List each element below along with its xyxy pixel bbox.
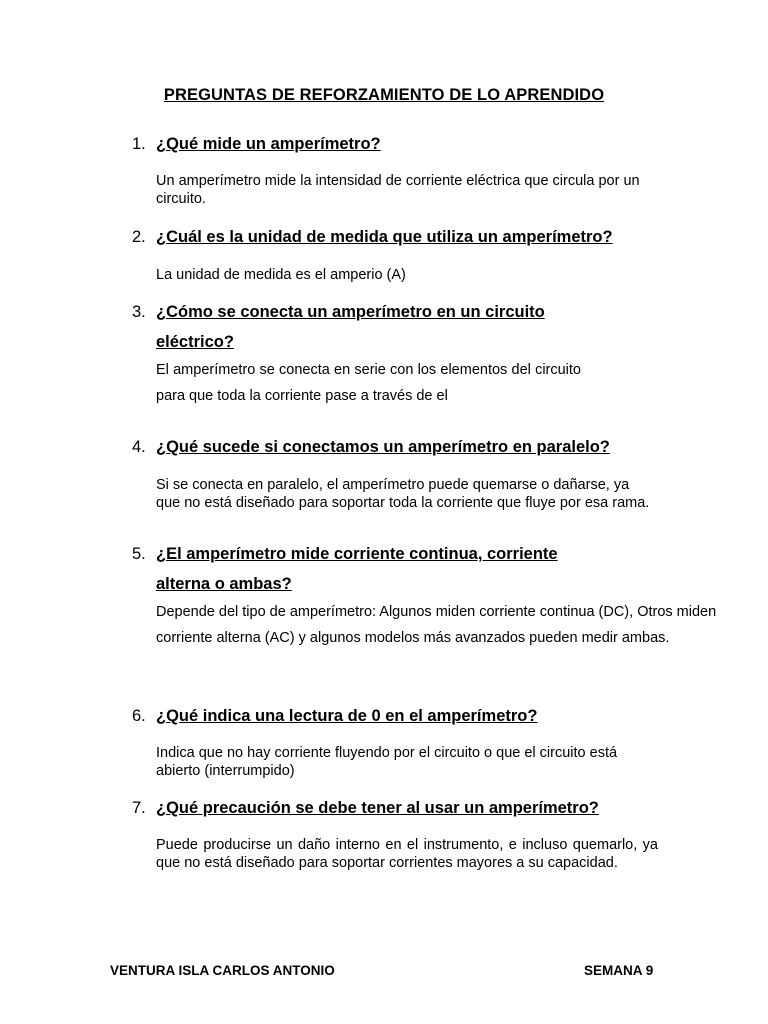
question-text: ¿Qué sucede si conectamos un amperímetro en paralelo? — [156, 438, 610, 456]
footer-week: SEMANA 9 — [584, 963, 654, 978]
question-number: 5. — [132, 545, 146, 563]
question-5 — [132, 539, 672, 599]
question-text: ¿Cómo se conecta un amperímetro en un circuito — [156, 303, 545, 321]
answer-2: La unidad de medida es el amperio (A) — [156, 267, 406, 283]
question-number: 6. — [132, 707, 146, 725]
question-7 — [132, 793, 672, 823]
question-text: ¿Cuál es la unidad de medida que utiliza un amperímetro? — [156, 228, 613, 246]
question-text: ¿El amperímetro mide corriente continua, corriente — [156, 545, 558, 563]
question-text: ¿Qué indica una lectura de 0 en el amperímetro? — [156, 707, 538, 725]
question-number: 2. — [132, 228, 146, 246]
answer-line: Depende del tipo de amperímetro: Algunos miden corriente — [156, 604, 536, 620]
question-text-continued: alterna o ambas? — [156, 575, 292, 593]
answer-6: Indica que no hay corriente fluyendo por el circuito o que el circuito está abierto (interrumpido) — [156, 745, 618, 779]
answer-line: modelos más avanzados pueden medir ambas. — [364, 629, 670, 646]
question-text: ¿Qué mide un amperímetro? — [156, 135, 381, 153]
question-4 — [132, 432, 672, 462]
question-2 — [132, 222, 672, 252]
answer-7: Puede producirse un daño interno en el instrumento, e incluso quemarlo, ya que no está diseñado para soportar corrientes mayores a su capacidad. — [156, 837, 658, 871]
answer-1: Un amperímetro mide la intensidad de corriente eléctrica que circula por un circuito. — [156, 173, 640, 207]
answer-5 — [156, 600, 768, 651]
answer-3: El amperímetro se conecta en serie con los elementos del circuito para que toda la corriente pase a través de el — [156, 362, 581, 404]
question-number: 1. — [132, 135, 146, 153]
question-text: ¿Qué precaución se debe tener al usar un amperímetro? — [156, 799, 599, 817]
question-number: 3. — [132, 303, 146, 321]
answer-line: continua (DC), Otros miden corriente alterna (AC) y algunos — [156, 604, 717, 646]
question-number: 7. — [132, 799, 146, 817]
question-6 — [132, 701, 672, 731]
answer-4: Si se conecta en paralelo, el amperímetro puede quemarse o dañarse, ya que no está diseñado para soportar toda la corriente que fluye por esa rama. — [156, 477, 650, 511]
question-number: 4. — [132, 438, 146, 456]
question-text-continued: eléctrico? — [156, 333, 234, 351]
question-3 — [132, 297, 672, 357]
page-title: PREGUNTAS DE REFORZAMIENTO DE LO APRENDIDO — [163, 86, 605, 104]
question-1 — [132, 129, 672, 159]
footer-author: VENTURA ISLA CARLOS ANTONIO — [110, 963, 335, 978]
